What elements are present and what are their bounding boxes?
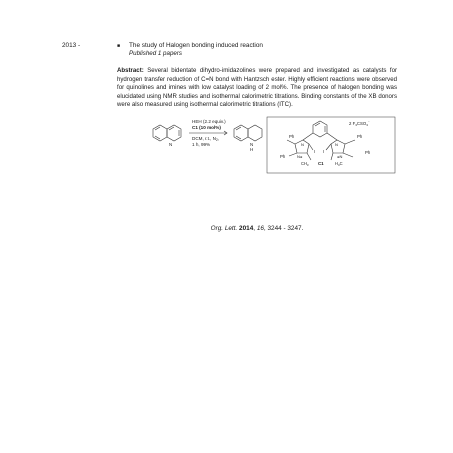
n-plus-label-left: N⊕ — [297, 153, 303, 159]
reaction-scheme — [117, 116, 397, 194]
entry-title-line — [117, 42, 397, 50]
ph-label-4: Ph — [365, 149, 371, 155]
reactant-n-label: N — [169, 141, 173, 147]
reference-pages: 3244 - 3247. — [267, 225, 304, 232]
product-ring-left — [234, 125, 248, 141]
reference-journal: Org. Lett. — [210, 225, 238, 232]
abstract — [117, 67, 397, 110]
abstract-text: Several bidentate dihydro-imidazolines were prepared and investigated as catalysts for hydrogen transfer reduction of C=N bond with Hantzsch ester. Highly efficient reactions were observed for quinolines and imines with low catalyst loading of 2 mol%. The presence of halogen bonding was elucidated using NMR studies and isothermal calorimetric titrations. Binding constants of the XB donors were also measured using isothermal calorimetric titrations (ITC). — [117, 67, 398, 109]
abstract-label: Abstract: — [117, 67, 144, 74]
n-label-right: N — [335, 141, 338, 147]
n-label-left: N — [301, 141, 304, 147]
product-ring-right — [248, 125, 262, 141]
entry-subtitle: Published 1 papers — [129, 50, 182, 57]
entry-title: The study of Halogen bonding induced reaction — [129, 42, 263, 49]
counterion-label: 2 $F_3CSO_3^{^-}$ — [349, 120, 370, 128]
catalyst-c1-label: C1 — [318, 160, 324, 166]
imidazoline-right — [331, 140, 345, 153]
reference-year: 2014 — [239, 225, 254, 232]
product-n-label: N — [250, 141, 254, 147]
condition-solvent: DCM, r.t., $N_2$, — [192, 135, 220, 143]
reference: Org. Lett. 2014, 16, 3244 - 3247. — [210, 225, 304, 232]
iodine-left: I — [314, 148, 316, 154]
reaction-scheme-figure — [117, 116, 397, 194]
entry-year: 2013 - — [62, 42, 81, 49]
h3c-label: $H_3C$ — [335, 160, 343, 167]
ch3-label: $CH_3$ — [301, 160, 309, 167]
quinoline-ring-left — [153, 125, 167, 141]
reference-volume: 16 — [256, 225, 264, 232]
reagent-heh: HEH (2.2 equiv.) — [192, 118, 226, 124]
ph-label-2: Ph — [280, 153, 286, 159]
publication-entry — [117, 42, 398, 232]
n-plus-label-right: ⊕N — [337, 153, 343, 159]
bullet-icon: ■ — [117, 43, 121, 49]
product-h-label: H — [250, 146, 254, 152]
ph-label-1: Ph — [289, 133, 295, 139]
condition-time-yield: 1 h, 99% — [192, 141, 211, 147]
iodine-right: I — [323, 148, 325, 154]
ph-label-3: Ph — [357, 133, 363, 139]
reagent-catalyst: C1 (10 mol%) — [192, 124, 221, 130]
